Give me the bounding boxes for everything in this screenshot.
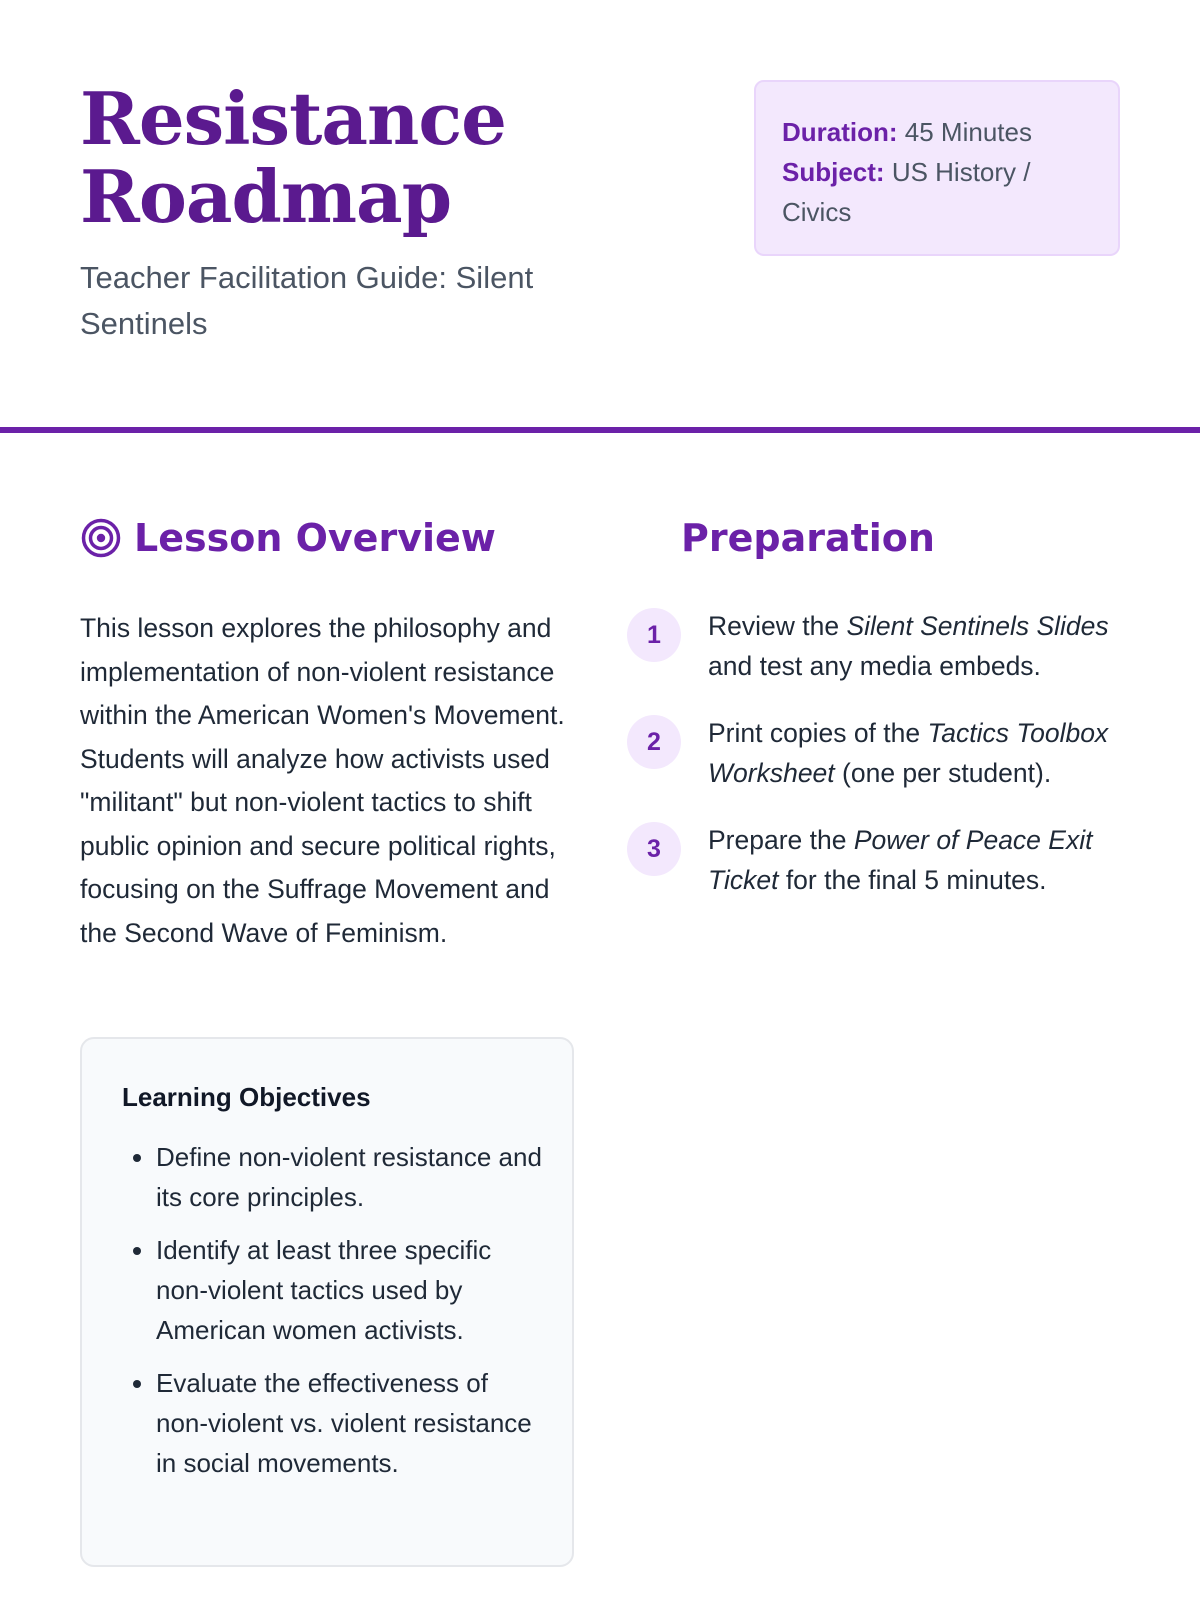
subject-row [782, 152, 1092, 232]
page-subtitle: Teacher Facilitation Guide: Silent Sentinels [80, 260, 534, 341]
preparation-step [627, 820, 1127, 900]
step-text [708, 820, 1123, 900]
duration-label: Duration: [782, 117, 898, 147]
step-text-before: Review the [708, 611, 847, 641]
step-number-badge: 1 [627, 608, 681, 662]
step-text [708, 606, 1123, 686]
subject-label: Subject: [782, 157, 885, 187]
page-title [80, 76, 506, 239]
preparation-list [627, 606, 1127, 927]
subject-value: US History / Civics [782, 157, 1031, 227]
step-text-before: Prepare the [708, 825, 854, 855]
title-line-2: Roadmap [80, 154, 452, 239]
step-text-after: for the final 5 minutes. [778, 865, 1047, 895]
step-number-badge: 2 [627, 715, 681, 769]
step-text-after: and test any media embeds. [708, 651, 1041, 681]
lesson-overview-heading [80, 512, 496, 564]
lesson-overview-label: Lesson Overview [134, 516, 496, 560]
learning-objectives-heading: Learning Objectives [122, 1082, 371, 1112]
preparation-heading: Preparation [681, 516, 935, 560]
step-resource-name: Tactics Toolbox Worksheet [708, 718, 1109, 788]
duration-value: 45 Minutes [904, 117, 1032, 147]
step-resource-name: Silent Sentinels Slides [846, 611, 1109, 641]
objective-item: • Identify at least three specific non-violent tactics used by American women activists. [156, 1230, 542, 1350]
step-text [708, 713, 1123, 793]
learning-objectives-panel [80, 1037, 574, 1567]
step-text-after: (one per student). [834, 758, 1052, 788]
target-icon [80, 517, 122, 559]
objectives-list [122, 1137, 542, 1483]
objective-item: • Evaluate the effectiveness of non-violent vs. violent resistance in social movements. [156, 1363, 542, 1483]
objective-item: • Define non-violent resistance and its core principles. [156, 1137, 542, 1217]
lesson-overview-text: This lesson explores the philosophy and implementation of non-violent resistance within the American Women's Movement. Students will analyze how activists used "militant" but non-violent tactics to shift public opinion and secure political rights, focusing on the Suffrage Movement and the Second Wave of Feminism. [80, 613, 565, 948]
step-text-before: Print copies of the [708, 718, 928, 748]
duration-row [782, 112, 1092, 152]
step-resource-name: Power of Peace Exit Ticket [708, 825, 1093, 895]
lesson-meta-box [754, 80, 1120, 256]
header-divider [0, 427, 1200, 433]
preparation-step [627, 606, 1127, 686]
step-number-badge: 3 [627, 822, 681, 876]
preparation-step [627, 713, 1127, 793]
title-line-1: Resistance [80, 76, 506, 161]
